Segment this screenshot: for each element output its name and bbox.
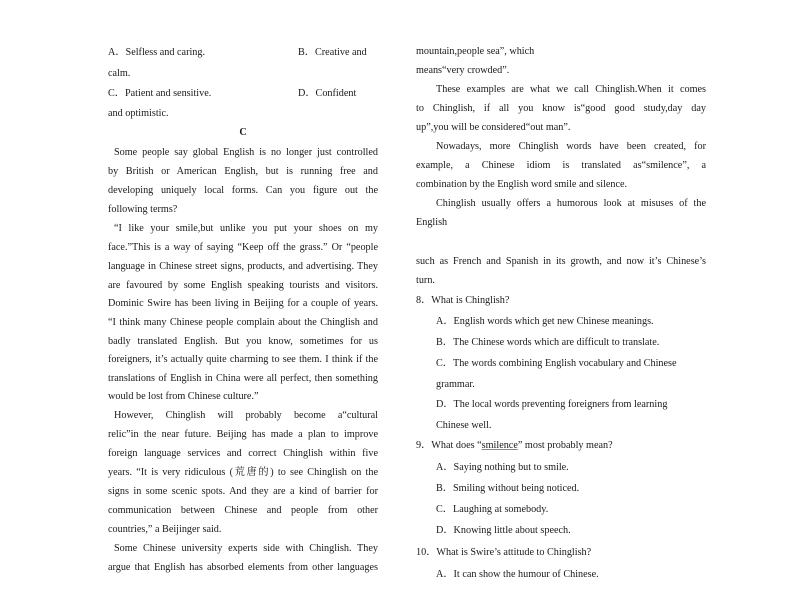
q9-option-b: B．Smiling without being noticed. <box>436 483 580 494</box>
passage-line: badly translated English. But you know, sometimes for us <box>108 336 378 347</box>
q8-option-d-cont: Chinese well. <box>436 420 492 431</box>
q9-option-a: A．Saying nothing but to smile. <box>436 462 569 473</box>
passage-line: relic”in the near future. Beijing has made a plan to improve <box>108 429 378 440</box>
q8-option-b: B．The Chinese words which are difficult to translate. <box>436 337 660 348</box>
passage-line: countries,” a Beijinger said. <box>108 524 222 535</box>
q8-option-a: A．English words which get new Chinese meanings. <box>436 316 654 327</box>
passage-line: years. “It is very ridiculous (荒唐的) to see Chinglish on the <box>108 467 378 478</box>
passage-line: means“very crowded”. <box>416 65 510 76</box>
passage-line: English <box>416 217 448 228</box>
passage-line: “I like your smile,but unlike you put your shoes on my <box>114 223 378 234</box>
passage-line: However, Chinglish will probably become a“cultural <box>114 410 378 421</box>
q7-option-d: D．Confident <box>298 88 357 99</box>
passage-line: Chinglish usually offers a humorous look at misuses of the <box>436 198 706 209</box>
passage-line: to Chinglish, if all you know is“good good study,day day <box>416 103 706 114</box>
passage-line: Some people say global English is no longer just controlled <box>114 147 378 158</box>
passage-line: Some Chinese university experts side with Chinglish. They <box>114 543 378 554</box>
passage-line: face.”This is a way of saying “Keep off the grass.” Or “people <box>108 242 378 253</box>
q9-stem-post: ” most probably mean? <box>517 440 613 451</box>
passage-line: turn. <box>416 275 435 286</box>
passage-line: signs in some scenic spots. And they are a kind of barrier for <box>108 486 378 497</box>
q7-option-d-cont: and optimistic. <box>108 108 169 119</box>
q10-stem: 10．What is Swire’s attitude to Chinglish? <box>416 547 592 558</box>
q10-option-a: A．It can show the humour of Chinese. <box>436 569 599 580</box>
q9-option-d: D．Knowing little about speech. <box>436 525 571 536</box>
passage-line: “I think many Chinese people complain about the Chinglish and <box>108 317 378 328</box>
passage-line: would be lost from Chinese culture.” <box>108 391 259 402</box>
passage-line: language in Chinese street signs, products, and advertising. They <box>108 261 378 272</box>
passage-line: developing uniquely local forms. Can you figure out the <box>108 185 378 196</box>
passage-line: communication between Chinese and people from other <box>108 505 378 516</box>
passage-line: such as French and Spanish in its growth, and now it’s Chinese’s <box>416 256 706 267</box>
q9-stem-pre: 9．What does “ <box>416 440 482 451</box>
passage-line: are favoured by some English speaking tourists and visitors. <box>108 280 378 291</box>
passage-line: combination by the English word smile and silence. <box>416 179 628 190</box>
passage-line: Nowadays, more Chinglish words have been created, for <box>436 141 706 152</box>
passage-line: Dominic Swire has been living in Beijing for a couple of years. <box>108 298 378 309</box>
passage-line: These examples are what we call Chinglish.When it comes <box>436 84 706 95</box>
passage-line: example, a Chinese idiom is translated as“smilence”, a <box>416 160 706 171</box>
q8-option-c-cont: grammar. <box>436 379 475 390</box>
q8-option-d: D．The local words preventing foreigners from learning <box>436 399 668 410</box>
q8-stem: 8．What is Chinglish? <box>416 295 510 306</box>
q7-option-c: C．Patient and sensitive. <box>108 88 212 99</box>
passage-line: translations of English in China were all perfect, then something <box>108 373 378 384</box>
q9-stem <box>416 439 613 452</box>
q7-option-b-cont: calm. <box>108 68 131 79</box>
passage-line: by British or American English, but is running free and <box>108 166 378 177</box>
passage-line: up”,you will be considered“out man”. <box>416 122 571 133</box>
q8-option-c: C．The words combining English vocabulary and Chinese <box>436 358 677 369</box>
passage-line: foreigners, it’s actually quite charming to see them. I think if the <box>108 354 378 365</box>
q9-stem-word: smilence <box>481 440 518 451</box>
passage-line: foreign language services and correct Chinglish within five <box>108 448 378 459</box>
q9-option-c: C．Laughing at somebody. <box>436 504 549 515</box>
passage-line: following terms? <box>108 204 178 215</box>
q7-option-a: A．Selfless and caring. <box>108 47 206 58</box>
section-heading-c: C <box>239 127 247 138</box>
passage-line: argue that English has absorbed elements from other languages <box>108 562 378 573</box>
passage-line: mountain,people sea”, which <box>416 46 535 57</box>
q7-option-b: B．Creative and <box>298 47 367 58</box>
